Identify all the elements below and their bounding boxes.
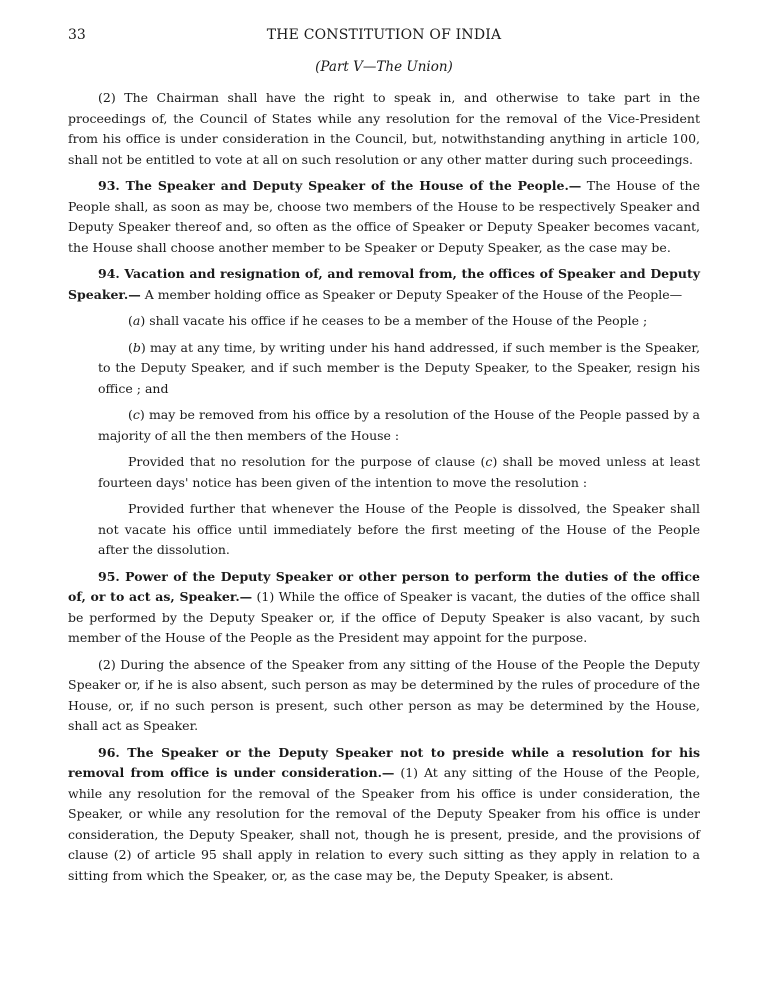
article-95-clause-2: (2) During the absence of the Speaker from any sitting of the House of the People the Deputy Speaker or, if he is also absent, such person as may be determined by the rules of procedure of the House, or, if no such person is present, such other person as may be determined by the House, shall act as Speaker. [68, 656, 700, 733]
article-94-heading: 94. Vacation and resignation of, and removal from, the offices of Speaker and Deputy Speaker.— [68, 266, 700, 302]
article-95-heading: 95. Power of the Deputy Speaker or other person to perform the duties of the office of, or to act as, Speaker.— [68, 568, 700, 604]
article-94-clause-c: (c) may be removed from his office by a resolution of the House of the People passed by a majority of all the then members of the House : [98, 407, 700, 443]
article-96-heading: 96. The Speaker or the Deputy Speaker not to preside while a resolution for his removal from office is under consideration.— [68, 744, 700, 780]
proviso-1-before: Provided that no resolution for the purpose of clause ( [128, 454, 486, 469]
article-93 [68, 176, 700, 258]
article-96-text: (1) At any sitting of the House of the People, while any resolution for the removal of the Speaker from his office is under consideration, the Speaker, or while any resolution for the removal of the Deputy Speaker from his office is under consideration, the Deputy Speaker, shall not, though he is present, preside, and the provisions of clause (2) of article 95 shall apply in relation to every such sitting as they apply in relation to a sitting from which the Speaker, or, as the case may be, the Deputy Speaker, is absent. [68, 765, 700, 883]
page-number: 33 [68, 27, 86, 43]
clause-a-label: a [132, 313, 141, 328]
part-heading: (Part V—The Union) [315, 59, 453, 75]
clause-b-text: may at any time, by writing under his hand addressed, if such member is the Speaker, to the Deputy Speaker, and if such member is the Deputy Speaker, to the Speaker, resign his office ; and [98, 339, 700, 396]
proviso-1-after: ) shall be moved unless at least fourteen days' notice has been given of the intention to move the resolution : [98, 454, 700, 490]
article-93-text: The House of the People shall, as soon as may be, choose two members of the House to be respectively Speaker and Deputy Speaker thereof and, so often as the office of Speaker or Deputy Speaker becomes vacant, the House shall choose another member to be Speaker or Deputy Speaker, as the case may be. [68, 178, 700, 255]
clause-c-label: c [132, 407, 140, 422]
clause-c-text: may be removed from his office by a resolution of the House of the People passed by a majority of all the then members of the House : [98, 407, 700, 443]
document-body [68, 88, 700, 892]
proviso-1-label: c [485, 454, 493, 469]
article-94 [68, 264, 700, 305]
article-100-clause-2: (2) The Chairman shall have the right to speak in, and otherwise to take part in the proceedings of, the Council of States while any resolution for the removal of the Vice-President from his office is under consideration in the Council, but, notwithstanding anything in article 100, shall not be entitled to vote at all on such resolution or any other matter during such proceedings. [68, 90, 700, 167]
article-93-heading: 93. The Speaker and Deputy Speaker of the House of the People.— [98, 178, 582, 193]
article-94-proviso-1 [98, 452, 700, 493]
article-94-clause-a: (a) shall vacate his office if he ceases to be a member of the House of the People ; [128, 313, 648, 328]
article-94-clause-b: (b) may at any time, by writing under his hand addressed, if such member is the Speaker, to the Deputy Speaker, and if such member is the Deputy Speaker, to the Speaker, resign his office ; and [98, 339, 700, 396]
article-94-proviso-2: Provided further that whenever the House of the People is dissolved, the Speaker shall not vacate his office until immediately before the first meeting of the House of the People after the dissolution. [98, 501, 700, 557]
running-title: THE CONSTITUTION OF INDIA [266, 27, 502, 43]
article-96 [68, 743, 700, 887]
article-95 [68, 567, 700, 649]
clause-b-label: b [132, 339, 141, 355]
page-header [68, 27, 700, 49]
article-95-text: (1) While the office of Speaker is vacant, the duties of the office shall be performed by the Deputy Speaker or, if the office of Deputy Speaker is also vacant, by such member of the House of the People as the President may appoint for the purpose. [68, 589, 700, 645]
clause-a-text: shall vacate his office if he ceases to be a member of the House of the People ; [145, 313, 648, 328]
article-94-text: A member holding office as Speaker or Deputy Speaker of the House of the People— [140, 286, 683, 302]
